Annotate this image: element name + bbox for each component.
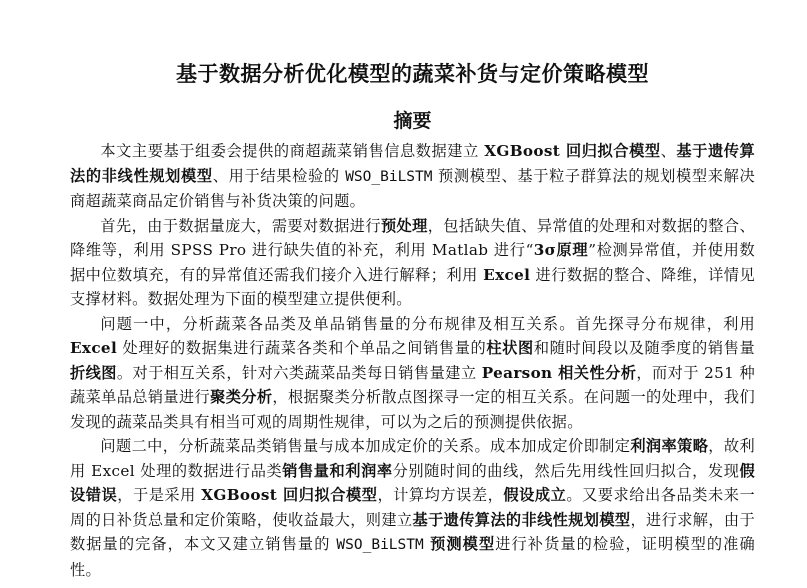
paragraph-text: 进行补货量的检验，证明模型的准确性。 xyxy=(70,535,755,579)
bold-term: 基于遗传算法的非线性规划模型 xyxy=(70,142,756,185)
bold-term: XGBoost 回归拟合模型 xyxy=(484,142,661,160)
bold-term: 聚类分析 xyxy=(210,388,273,406)
bold-term: 假设错误 xyxy=(70,461,756,504)
paragraph-text: 进行数据的整合、降维，详情见支撑材料。数据处理为下面的模型建立提供便利。 xyxy=(70,265,755,308)
bold-term: 销售量和利润率 xyxy=(282,461,393,480)
paragraph-text: 问题一中，分析蔬菜各品类及单品销售量的分布规律及相互关系。首先探寻分布规律，利用 xyxy=(100,314,755,333)
paragraph-text: ，包括缺失值、异常值的处理和对数据的整合、降维等，利用 SPSS Pro 进行缺失值的补充，利用 Matlab 进行“ xyxy=(70,216,755,259)
bold-term: 柱状图 xyxy=(486,339,534,357)
bold-term: 利润率策略 xyxy=(630,437,709,455)
bold-term: 折线图 xyxy=(70,363,117,382)
bold-term: Excel xyxy=(70,339,118,357)
bold-term: Pearson 相关性分析 xyxy=(481,363,637,382)
bold-term: Excel xyxy=(483,265,531,284)
paragraph-text: 处理好的数据集进行蔬菜各类和个单品之间销售量的 xyxy=(117,339,487,357)
bold-term: 假设成立 xyxy=(503,486,567,504)
bold-term: 3σ原理 xyxy=(533,241,589,259)
paragraph-text: 。又要求给出各品类未来一周的日补货总量和定价策略，使收益最大，则建立 xyxy=(70,486,755,529)
abstract-paragraph-2 xyxy=(70,214,755,312)
paragraph-text: 首先，由于数据量庞大，需要对数据进行 xyxy=(100,216,381,235)
paragraph-text: ，而对于 251 种蔬菜单品总销量进行 xyxy=(70,363,755,406)
paragraph-text: ，故利用 Excel 处理的数据进行品类 xyxy=(70,437,755,480)
paper-title: 基于数据分析优化模型的蔬菜补货与定价策略模型 xyxy=(176,62,649,86)
paragraph-text: 、用于结果检验的 xyxy=(212,166,346,185)
paragraph-text: 分别随时间的曲线，然后先用线性回归拟合，发现 xyxy=(392,461,740,480)
bold-term: XGBoost 回归拟合模型 xyxy=(201,486,378,504)
paragraph-text: 本文主要基于组委会提供的商超蔬菜销售信息数据建立 xyxy=(100,142,485,160)
paragraph-text: 预测模型、基于粒子群算法的规划模型来解决商超蔬菜商品定价销售与补货决策的问题。 xyxy=(70,166,755,210)
paragraph-text: ，进行求解，由于数据量的完备，本文又建立销售量的 xyxy=(70,510,756,553)
abstract-paragraph-1 xyxy=(70,139,755,214)
model-name: WSO_BiLSTM xyxy=(345,168,433,185)
paragraph-text: ，于是采用 xyxy=(117,486,202,504)
abstract-heading: 摘要 xyxy=(393,110,432,132)
abstract-body xyxy=(70,139,755,582)
bold-term: 预处理 xyxy=(380,216,428,235)
abstract-paragraph-3 xyxy=(70,312,755,435)
paragraph-text: 问题二中，分析蔬菜品类销售量与成本加成定价的关系。成本加成定价即制定 xyxy=(100,437,631,455)
bold-term: 预测模型 xyxy=(423,535,496,553)
paragraph-text: ，根据聚类分析散点图探寻一定的相互关系。在问题一的处理中，我们发现的蔬菜品类具有相当可观的周期性规律，可以为之后的预测提供依据。 xyxy=(70,388,755,431)
bold-term: 基于遗传算法的非线性规划模型 xyxy=(412,510,631,529)
paragraph-text: ”检测异常值，并使用数据中位数填充，有的异常值还需我们接介入进行解释；利用 xyxy=(70,241,755,284)
abstract-paragraph-4 xyxy=(70,434,755,582)
paragraph-text: 、 xyxy=(660,142,677,160)
paragraph-text: ，计算均方误差， xyxy=(377,486,504,504)
paragraph-text: 和随时间段以及随季度的销售量 xyxy=(533,339,755,357)
paragraph-text: 。对于相互关系，针对六类蔬菜品类每日销售量建立 xyxy=(116,363,482,382)
model-name: WSO_BiLSTM xyxy=(336,537,424,553)
